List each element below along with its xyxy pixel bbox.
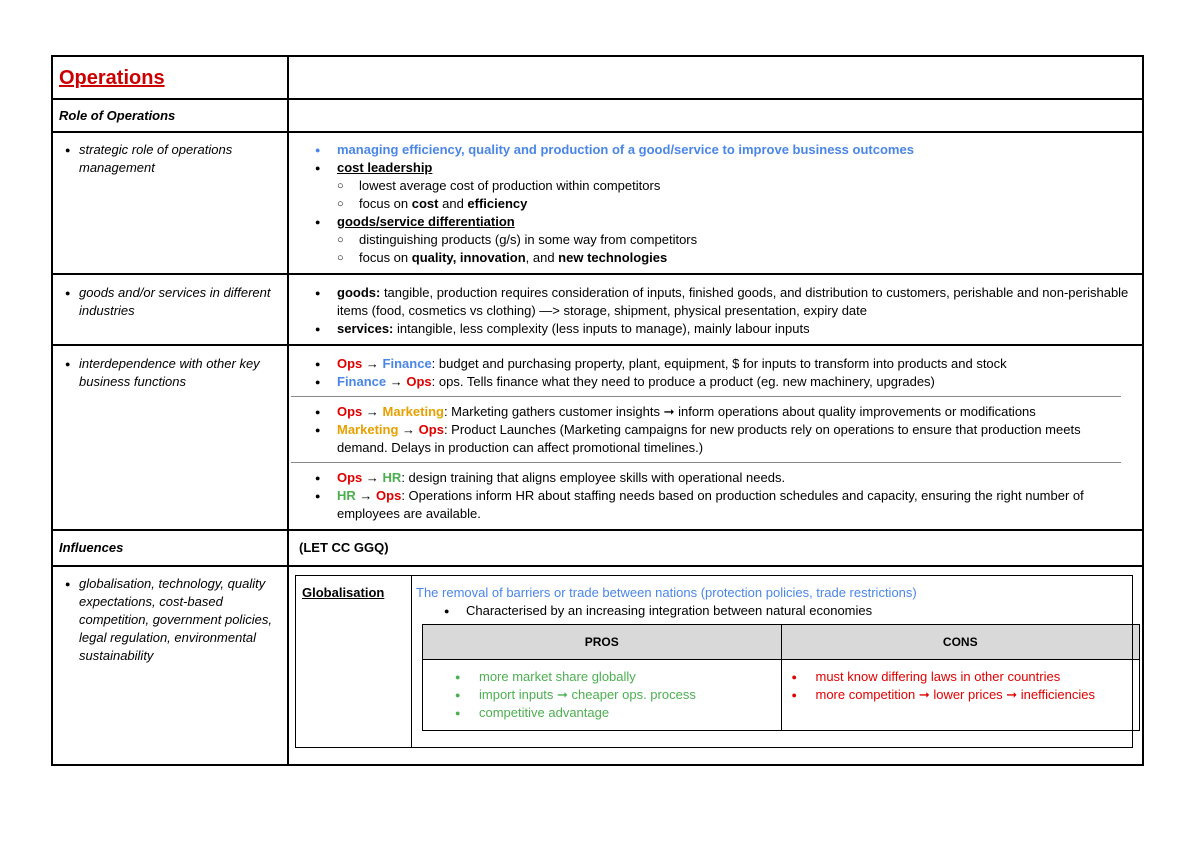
globalisation-cell (288, 566, 1143, 765)
goods-row (52, 274, 1143, 345)
strategic-label-cell (52, 132, 288, 274)
operations-table (51, 55, 1144, 766)
divider (291, 462, 1121, 463)
influences-label: Influences (59, 540, 124, 555)
influences-list: ● globalisation, technology, quality expectations, cost-based competition, government policies, legal regulation, environmental sustainability (79, 575, 281, 665)
influences-list-cell (52, 566, 288, 765)
cost-leadership-heading: ● cost leadership (337, 159, 1134, 177)
cons-item: ● must know differing laws in other countries (816, 668, 1134, 686)
pros-cell (423, 660, 782, 731)
differentiation-sub1: ○ distinguishing products (g/s) in some way from competitors (359, 231, 1134, 249)
globalisation-title-cell (296, 576, 412, 748)
divider (291, 396, 1121, 397)
pros-item: ● more market share globally (479, 668, 775, 686)
globalisation-row (52, 566, 1143, 765)
influences-row (52, 530, 1143, 566)
interdependence-content-cell (288, 345, 1143, 530)
pros-item: ● competitive advantage (479, 704, 775, 722)
influences-label-cell (52, 530, 288, 566)
finance-ops-point: ● Finance → Ops: ops. Tells finance what they need to produce a product (eg. new machinery, upgrades) (337, 373, 1134, 391)
header-row (52, 56, 1143, 99)
differentiation-heading: ● goods/service differentiation (337, 213, 1134, 231)
role-label-cell (52, 99, 288, 132)
influences-acronym: (LET CC GGQ) (299, 540, 389, 555)
strategic-point: ● managing efficiency, quality and production of a good/service to improve business outcomes (337, 141, 1134, 159)
globalisation-content-cell (412, 576, 1133, 748)
cost-leadership-sub2: ○ focus on cost and efficiency (359, 195, 1134, 213)
globalisation-point: ● Characterised by an increasing integration between natural economies (466, 602, 1126, 620)
goods-point: ● goods: tangible, production requires consideration of inputs, finished goods, and distribution to customers, perishable and non-perishable items (food, cosmetics vs clothing) —> storage, shipment, physical presentation, expiry date (337, 284, 1134, 320)
strategic-row (52, 132, 1143, 274)
ops-finance-point: ● Ops → Finance: budget and purchasing property, plant, equipment, $ for inputs to transform into products and stock (337, 355, 1134, 373)
pros-header: PROS (423, 625, 782, 660)
header-cell (52, 56, 288, 99)
globalisation-table (295, 575, 1133, 748)
goods-content-cell (288, 274, 1143, 345)
ops-hr-point: ● Ops → HR: design training that aligns employee skills with operational needs. (337, 469, 1134, 487)
pros-item: ● import inputs ➞ cheaper ops. process (479, 686, 775, 704)
document-page (51, 55, 1144, 766)
goods-label: ● goods and/or services in different industries (79, 284, 281, 320)
role-row (52, 99, 1143, 132)
services-point: ● services: intangible, less complexity (less inputs to manage), mainly labour inputs (337, 320, 1134, 338)
role-empty-cell (288, 99, 1143, 132)
marketing-ops-point: ● Marketing → Ops: Product Launches (Marketing campaigns for new products rely on operations to ensure that production meets demand. Delays in production can affect promotional timelines.) (337, 421, 1134, 457)
strategic-label: ● strategic role of operations management (79, 141, 281, 177)
cons-cell (781, 660, 1140, 731)
influences-acronym-cell (288, 530, 1143, 566)
globalisation-title: Globalisation (302, 585, 385, 600)
interdependence-row (52, 345, 1143, 530)
cons-header: CONS (781, 625, 1140, 660)
role-label: Role of Operations (59, 108, 176, 123)
cons-item: ● more competition ➞ lower prices ➞ inefficiencies (816, 686, 1134, 704)
ops-marketing-point: ● Ops → Marketing: Marketing gathers customer insights ➞ inform operations about quality improvements or modifications (337, 403, 1134, 421)
hr-ops-point: ● HR → Ops: Operations inform HR about staffing needs based on production schedules and capacity, ensuring the right number of employees are available. (337, 487, 1134, 523)
interdependence-label-cell (52, 345, 288, 530)
goods-label-cell (52, 274, 288, 345)
header-empty-cell (288, 56, 1143, 99)
strategic-content-cell (288, 132, 1143, 274)
globalisation-definition: The removal of barriers or trade between nations (protection policies, trade restrictions) (416, 585, 917, 600)
page-title: Operations (59, 67, 165, 89)
differentiation-sub2: ○ focus on quality, innovation, and new technologies (359, 249, 1134, 267)
interdependence-label: ● interdependence with other key business functions (79, 355, 281, 391)
cost-leadership-sub1: ○ lowest average cost of production within competitors (359, 177, 1134, 195)
pros-cons-table (422, 624, 1140, 731)
